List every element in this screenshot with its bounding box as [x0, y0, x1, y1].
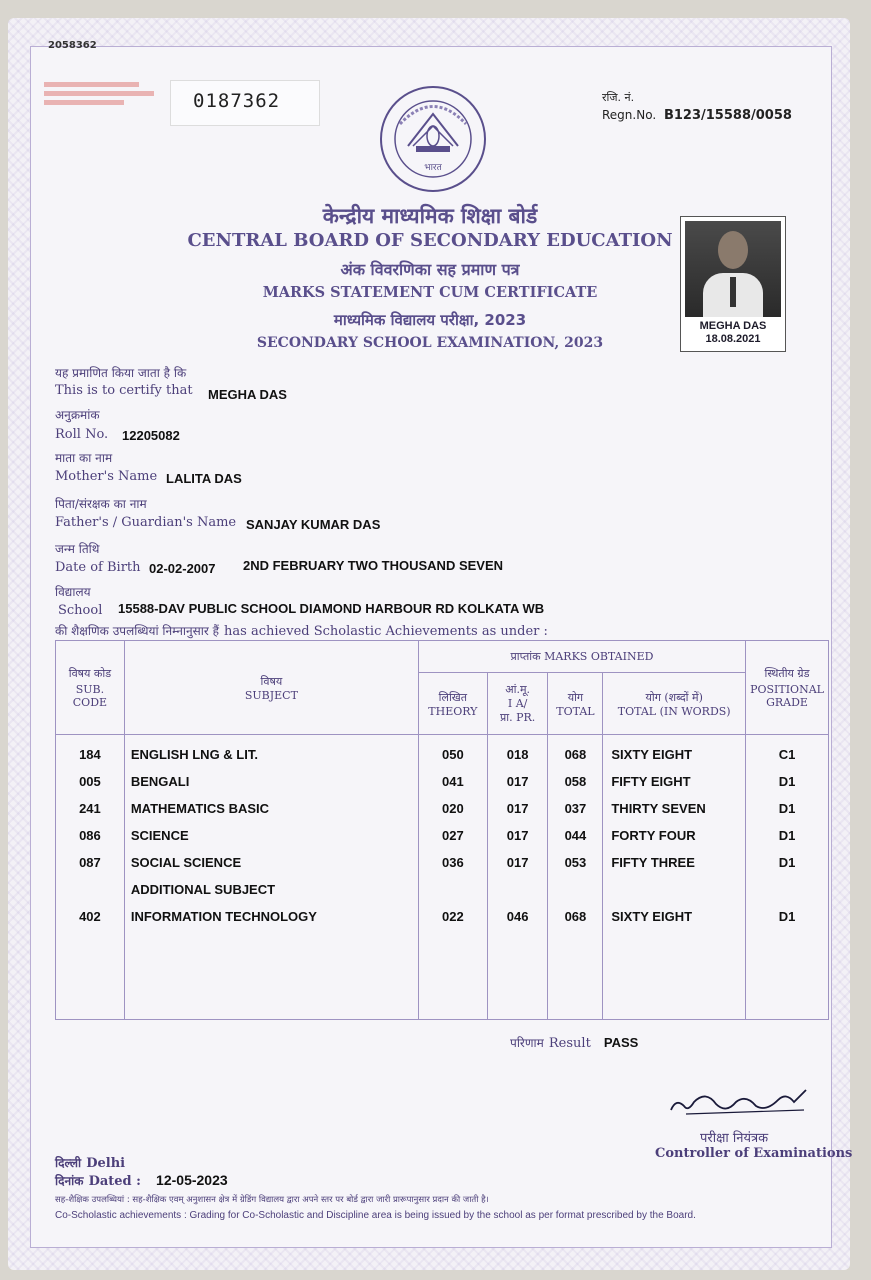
student-photo [680, 216, 786, 352]
mother-label: Mother's Name [55, 469, 158, 484]
achieve-hindi: की शैक्षणिक उपलब्धियां निम्नानुसार हैं [55, 624, 219, 638]
result-label: Result [548, 1036, 591, 1051]
cert-number-box [170, 80, 320, 126]
dob-hindi: जन्म तिथि [55, 542, 100, 556]
dated-label: Dated : [88, 1174, 141, 1189]
dob-label: Date of Birth [55, 560, 141, 575]
dated-value: 12-05-2023 [156, 1172, 228, 1188]
header-grade: स्थितीय ग्रेड POSITIONAL GRADE [746, 641, 829, 735]
red-stamp [44, 78, 164, 112]
top-serial: 2058362 [48, 40, 97, 51]
father-label: Father's / Guardian's Name [55, 515, 237, 530]
result-line [510, 1032, 638, 1051]
table-body-row [56, 735, 829, 1020]
cbse-emblem-icon [378, 84, 488, 194]
school-name: 15588-DAV PUBLIC SCHOOL DIAMOND HARBOUR RD KOLKATA WB [118, 601, 545, 616]
header-theory: लिखित THEORY [418, 673, 487, 735]
additional-subject-label: ADDITIONAL SUBJECT [130, 882, 276, 897]
roll-number: 12205082 [122, 428, 180, 443]
mother-name: LALITA DAS [166, 471, 242, 486]
board-title-hindi: केन्द्रीय माध्यमिक शिक्षा बोर्ड [322, 204, 538, 228]
dob-value: 02-02-2007 [149, 561, 216, 576]
header-marks-obtained: प्राप्तांक MARKS OBTAINED [418, 641, 745, 673]
col-theory: 050 041 020 027 036 022 [418, 735, 487, 1020]
achieve-label: has achieved Scholastic Achievements as under : [224, 624, 548, 639]
photo-date: 18.08.2021 [705, 333, 761, 345]
regn-number: B123/15588/0058 [663, 108, 792, 123]
header-sub-code: विषय कोड SUB. CODE [56, 641, 125, 735]
header-subject: विषय SUBJECT [124, 641, 418, 735]
board-title: CENTRAL BOARD OF SECONDARY EDUCATION [187, 230, 673, 251]
photo-name: MEGHA DAS [699, 320, 767, 332]
table-header-row [56, 641, 829, 673]
doc-title-hindi: अंक विवरणिका सह प्रमाण पत्र [340, 260, 520, 279]
marks-table [55, 640, 829, 1020]
controller-hindi: परीक्षा नियंत्रक [700, 1131, 769, 1146]
regn-line [602, 108, 792, 123]
regn-hindi: रजि. नं. [602, 91, 635, 104]
header-total: योग TOTAL [548, 673, 603, 735]
roll-label: Roll No. [55, 427, 109, 442]
certify-hindi: यह प्रमाणित किया जाता है कि [55, 366, 187, 380]
footnote-hindi: सह-शैक्षिक उपलब्धियां : सह-शैक्षिक एवम् अनुशासन क्षेत्र में ग्रेडिंग विद्यालय द्वारा अपने स्तर पर बोर्ड द्वारा जारी प्रारूपानुसार प्रदान की जाती है। [55, 1195, 489, 1205]
exam-title: SECONDARY SCHOOL EXAMINATION, 2023 [256, 335, 604, 351]
regn-label: Regn.No. [602, 108, 657, 122]
place-hindi: दिल्ली [55, 1156, 82, 1170]
doc-title: MARKS STATEMENT CUM CERTIFICATE [262, 284, 598, 301]
place: Delhi [86, 1156, 126, 1171]
school-label: School [58, 603, 103, 618]
col-codes: 184 005 241 086 087 402 [56, 735, 125, 1020]
controller-label: Controller of Examinations [655, 1146, 853, 1161]
dob-words: 2ND FEBRUARY TWO THOUSAND SEVEN [243, 558, 504, 573]
father-name: SANJAY KUMAR DAS [246, 517, 381, 532]
place-line [55, 1152, 125, 1171]
col-grade: C1 D1 D1 D1 D1 D1 [746, 735, 829, 1020]
header-ia: आं.मू. I A/ प्रा. PR. [487, 673, 548, 735]
col-total: 068 058 037 044 053 068 [548, 735, 603, 1020]
exam-title-hindi: माध्यमिक विद्यालय परीक्षा, 2023 [333, 311, 527, 329]
dated-hindi: दिनांक [55, 1174, 84, 1188]
col-subjects: ENGLISH LNG & LIT. BENGALI MATHEMATICS BASIC SCIENCE SOCIAL SCIENCE ADDITIONAL SUBJECT INFORMATION TECHNOLOGY [124, 735, 418, 1020]
signature-icon [666, 1080, 816, 1122]
header-total-words: योग (शब्दों में) TOTAL (IN WORDS) [603, 673, 746, 735]
col-ia: 018 017 017 017 017 046 [487, 735, 548, 1020]
cbse-emblem [378, 84, 488, 194]
achievement-line [55, 620, 548, 639]
student-name: MEGHA DAS [208, 387, 287, 402]
result-value: PASS [603, 1035, 639, 1050]
father-hindi: पिता/संरक्षक का नाम [55, 497, 147, 511]
col-words: SIXTY EIGHT FIFTY EIGHT THIRTY SEVEN FORTY FOUR FIFTY THREE SIXTY EIGHT [603, 735, 746, 1020]
certify-label: This is to certify that [55, 383, 193, 398]
emblem-caption: भारत [424, 163, 442, 173]
mother-hindi: माता का नाम [55, 451, 113, 465]
school-hindi: विद्यालय [55, 585, 91, 599]
roll-hindi: अनुक्रमांक [55, 408, 100, 422]
result-hindi: परिणाम [510, 1036, 544, 1050]
dated-line [55, 1170, 228, 1189]
footnote-english: Co-Scholastic achievements : Grading for Co-Scholastic and Discipline area is being issued by the school as per format prescribed by the Board. [55, 1210, 696, 1221]
photo-image [685, 221, 781, 317]
controller-signature [666, 1080, 816, 1122]
cert-number: 0187362 [193, 90, 281, 112]
